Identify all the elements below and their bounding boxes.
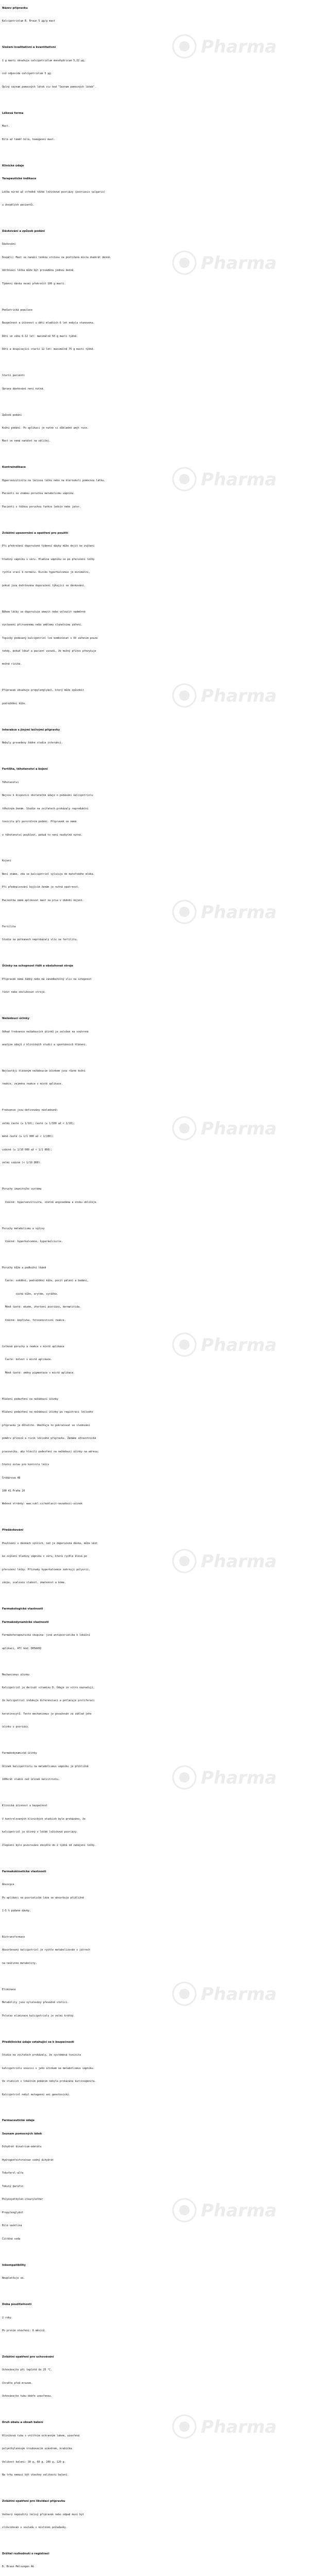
text-line [2, 907, 307, 920]
text-line: V kontrolovaných klinických studiích bylo prokázáno, že [2, 1817, 85, 1821]
text-line [2, 448, 307, 461]
text-line: účinku u psoriázy. [2, 1725, 29, 1729]
text-line: Zlepšení bylo pozorováno obvykle do 2 týdnů od zahájení léčby. [2, 1843, 96, 1847]
text-line: Odhad frekvence nežádoucích účinků je založen na souhrnné [2, 1030, 89, 1033]
text-line: Starší pacienti [2, 374, 25, 378]
text-line: Nejsou k dispozici dostatečné údaje o podávání kalcipotriolu [2, 794, 93, 798]
section-heading: Držitel rozhodnutí o registraci [2, 2552, 49, 2555]
text-line: Týdenní dávka nesmí překročit 100 g masti. [2, 282, 66, 285]
text-line [2, 1655, 307, 1668]
text-line: Způsob podání [2, 413, 22, 417]
text-line: Po prvním otevření: 6 měsíců. [2, 2329, 46, 2332]
section-heading: Zvláštní opatření pro uchovávání [2, 2355, 54, 2359]
text-line: Pacientka nemá aplikovat mast na prsa v období kojení. [2, 899, 84, 902]
text-line [2, 2337, 307, 2350]
text-line: pokud jsou dodržována doporučení týkající se dávkování. [2, 584, 85, 587]
text-line: Kožní podání. Po aplikaci je nutné si důkladně umýt ruce. [2, 427, 89, 430]
svg-text:Pharma: Pharma [201, 2417, 277, 2437]
text-line: Časté: svědění, podráždění kůže, pocit pálení a bodání, [2, 1279, 89, 1283]
text-line [2, 1170, 307, 1183]
text-line: Méně časté: ekzém, zhoršení psoriázy, dermatitida. [2, 1306, 81, 1309]
section-heading: Farmakodynamické vlastnosti [2, 1620, 49, 1624]
text-line: Absorpce [2, 1883, 14, 1887]
text-line: Uchovávejte při teplotě do 25 °C. [2, 2368, 53, 2372]
section-heading: Klinické údaje [2, 164, 24, 167]
text-line: Celkové poruchy a reakce v místě aplikace [2, 1345, 64, 1348]
svg-text:Pharma: Pharma [201, 1118, 277, 1139]
text-line: pracovníky, aby hlásili podezření na nežádoucí účinky na adresu: [2, 1450, 99, 1453]
text-line: těhotným ženám. Studie na zvířatech prokázaly reprodukční [2, 807, 89, 810]
text-line: Děti ve věku 6-12 let: maximálně 50 g masti týdně. [2, 334, 78, 338]
section-heading: Doba použitelnosti [2, 2303, 32, 2307]
text-line: Hlášení podezření na nežádoucí účinky po registraci léčivého [2, 1411, 93, 1414]
text-line: Farmakoterapeutická skupina: jiná antipsoriatika k lokální [2, 1634, 90, 1637]
text-line [2, 514, 307, 527]
text-line: Děti a dospívající starší 12 let: maximálně 75 g masti týdně. [2, 348, 95, 351]
text-line: tehdy, pokud lékař a pacient usoudí, že možný přínos převyšuje [2, 649, 96, 653]
text-line: že kalcipotriol indukuje diferenciaci a potlačuje proliferaci [2, 1699, 95, 1703]
text-line: Tekutý parafin [2, 2184, 24, 2188]
text-line: Poločas eliminace kalcipotriolu je velmi krátký. [2, 2014, 75, 2018]
section-heading: Předávkování [2, 1529, 24, 1532]
section-heading: Inkompatibility [2, 2263, 26, 2267]
text-line: řídit nebo obsluhovat stroje. [2, 991, 46, 994]
text-line [2, 1787, 307, 1800]
text-line: Eliminace [2, 1988, 16, 1991]
text-line: Přípravek nemá žádný nebo má zanedbatelný vliv na schopnost [2, 977, 92, 981]
section-heading: Seznam pomocných látek [2, 2132, 42, 2136]
text-line [2, 1590, 307, 1603]
text-line: Biotransformace [2, 1935, 25, 1939]
text-line [2, 947, 307, 960]
text-line [2, 2102, 307, 2114]
text-line [2, 94, 307, 107]
text-line: Přípravek obsahuje propylenglykol, který může způsobit [2, 689, 84, 692]
text-line: Čištěná voda [2, 2237, 21, 2241]
text-line: Úprava dávkování není nutná. [2, 387, 45, 391]
text-line [2, 396, 307, 409]
text-line [2, 146, 307, 159]
text-line: Poruchy kůže a podkožní tkáně [2, 1266, 46, 1269]
text-line: Vzácné: hyperkalcemie, hyperkalciurie. [2, 1240, 63, 1244]
section-heading: Druh obalu a obsah balení [2, 2421, 43, 2425]
svg-text:Pharma: Pharma [201, 1335, 277, 1355]
text-line: Po aplikaci na psoriatické léze se absorbuje přibližně [2, 1896, 84, 1900]
text-line: Používání v dávkách vyšších, než je doporučená dávka, může vést [2, 1541, 98, 1545]
text-line [2, 2403, 307, 2416]
text-line: Topicky podávaný kalcipotriol lze kombinovat s UV zářením pouze [2, 636, 98, 640]
section-heading: Název přípravku [2, 7, 28, 10]
section-heading: Kontraindikace [2, 466, 26, 469]
text-line [2, 1209, 307, 1222]
text-line [2, 357, 307, 369]
text-line: Udržovací léčba může být prováděna jednou denně. [2, 269, 75, 273]
text-line: suchá kůže, erytém, vyrážka. [2, 1292, 58, 1296]
text-line: Vzácné: kopřivka, fotosenzitivní reakce. [2, 1318, 66, 1322]
text-line [2, 710, 307, 723]
text-line: Dospělí: Mast se nanáší tenkou vrstvou na postižená místa dvakrát denně. [2, 256, 111, 259]
text-line: B. Braun Melsungen AG [2, 2565, 34, 2569]
text-line: Hliníková tuba s vnitřním ochranným lakem, uzavřená [2, 2434, 80, 2437]
text-line: méně časté (≥ 1/1 000 až < 1/100); [2, 1135, 54, 1139]
text-line: Frekvence jsou definovány následovně: [2, 1109, 58, 1112]
text-line: velmi vzácné (< 1/10 000). [2, 1161, 42, 1165]
text-line: Bílá až téměř bílá, homogenní mast. [2, 138, 56, 141]
text-line [2, 1970, 307, 1983]
text-line: Během léčby se doporučuje omezit nebo vyloučit nadměrné [2, 610, 85, 614]
text-line: podráždění kůže. [2, 702, 27, 705]
text-line [2, 671, 307, 684]
text-line: velmi časté (≥ 1/10); časté (≥ 1/100 až < 1/10); [2, 1122, 75, 1125]
text-line [2, 28, 307, 41]
text-line: přípravku je důležité. Umožňuje to pokračovat ve sledování [2, 1423, 90, 1427]
svg-text:Pharma: Pharma [201, 2200, 277, 2221]
text-line: Není známo, zda se kalcipotriol vylučuje do mateřského mléka. [2, 872, 95, 876]
text-line: Webové stránky: www.sukl.cz/nahlasit-nezadouci-ucinek [2, 1502, 83, 1506]
text-line: v těhotenství používat, pokud to není nezbytně nutné. [2, 833, 83, 837]
text-line [2, 1249, 307, 1262]
text-line: Farmakodynamické účinky [2, 1752, 37, 1755]
text-line: Úplný seznam pomocných látek viz bod "Seznam pomocných látek". [2, 85, 96, 89]
text-line: ke zvýšení hladiny vápníku v séru, která rychle klesá po [2, 1555, 87, 1558]
svg-text:Pharma: Pharma [201, 469, 277, 490]
text-line: Mast se nemá nanášet na obličej. [2, 439, 51, 443]
text-line: kalcipotriolu souvisí s jeho účinkem na metabolismus vápníku. [2, 2066, 95, 2070]
text-line: Těhotenství [2, 781, 19, 784]
section-heading: Interakce s jinými léčivými přípravky [2, 728, 60, 732]
text-line: Mechanismus účinku [2, 1673, 29, 1676]
text-line [2, 592, 307, 605]
text-line [2, 1052, 307, 1065]
text-line [2, 2534, 307, 2547]
text-line: 100 41 Praha 10 [2, 1489, 25, 1493]
text-line: Studie na potkanech neprokázaly vliv na fertilitu. [2, 938, 78, 942]
text-line: 2 roky. [2, 2316, 13, 2319]
text-line [2, 212, 307, 225]
text-line [2, 1327, 307, 1340]
text-line: přerušení léčby. Příznaky hyperkalcemie zahrnují polyurii, [2, 1568, 90, 1571]
text-line: u dospělých pacientů. [2, 204, 34, 207]
svg-text:Pharma: Pharma [201, 37, 277, 57]
section-heading: Předklinické údaje vztahující se k bezpečnosti [2, 2040, 74, 2044]
section-heading: Farmaceutické údaje [2, 2119, 35, 2123]
section-heading: Nežádoucí účinky [2, 1017, 30, 1021]
section-heading: Účinky na schopnost řídit a obsluhovat stroje [2, 964, 74, 968]
text-line: Neuplatňuje se. [2, 2277, 25, 2280]
text-line: Propylenglykol [2, 2211, 24, 2214]
text-line: 100krát slabší než účinek kalcitriolu. [2, 1778, 60, 1782]
svg-text:Pharma: Pharma [201, 1768, 277, 1788]
text-line: Pacienti s těžkou poruchou funkce ledvin nebo jater. [2, 505, 81, 509]
text-line: Časté: bolest v místě aplikace. [2, 1358, 53, 1362]
text-line [2, 1918, 307, 1930]
text-line [2, 291, 307, 303]
text-line: Kalcipotriol nebyl mutagenní ani genotoxický. [2, 2093, 71, 2096]
section-heading: Zvláštní upozornění a opatření pro použití [2, 531, 68, 535]
text-line: Metabolity jsou vylučovány převážně stolicí. [2, 2001, 69, 2005]
section-heading: Dávkování a způsob podání [2, 229, 45, 233]
text-line: Hydrogenfosforečnan sodný dihydrát [2, 2158, 54, 2162]
text-line [2, 999, 307, 1012]
text-line [2, 2574, 307, 2576]
text-line: keratinocytů. Tento mechanismus je považován za základ jeho [2, 1712, 92, 1716]
text-line: Dávkování [2, 243, 16, 246]
text-line: Pacienti se známou poruchou metabolismu vápníku. [2, 492, 75, 496]
text-line: Nejčastěji hlášeným nežádoucím účinkem jsou různé kožní [2, 1069, 85, 1073]
text-line: Při překročení doporučené týdenní dávky může dojít ke zvýšení [2, 545, 95, 548]
text-line: Státní ústav pro kontrolu léčiv [2, 1463, 49, 1467]
text-line: Uchovávejte tubu dobře uzavřenou. [2, 2395, 53, 2398]
text-line: Ve studiích s lokálním podáním nebyla prokázána karcinogenita. [2, 2080, 96, 2083]
text-line: Bílá vazelína [2, 2224, 22, 2228]
section-heading: Fertilita, těhotenství a kojení [2, 768, 48, 771]
text-line: Mast. [2, 125, 10, 128]
svg-text:Pharma: Pharma [201, 1984, 277, 2005]
section-heading: Farmakologické vlastnosti [2, 1607, 43, 1611]
text-line: Dihydrát dinatrium-edetátu [2, 2145, 42, 2149]
text-line: hladiny vápníku v séru. Hladina vápníku se po přerušení léčby [2, 557, 95, 561]
text-line: Hypersenzitivita na léčivou látku nebo na kteroukoli pomocnou látku. [2, 479, 106, 482]
text-line: Poruchy metabolismu a výživy [2, 1227, 45, 1230]
text-line [2, 1380, 307, 1393]
text-line: 1-5 % podané dávky. [2, 1909, 31, 1912]
text-line: na neúčinné metabolity. [2, 1961, 37, 1965]
text-line: Bezpečnost a účinnost u dětí mladších 6 let nebyla stanovena. [2, 321, 95, 325]
text-line: Léčba mírné až středně těžké ložiskové psoriázy (psoriasis vulgaris) [2, 190, 106, 194]
text-line: Na trhu nemusí být všechny velikosti balení. [2, 2473, 69, 2477]
text-line: Tokoferol-alfa [2, 2172, 24, 2175]
text-line [2, 2023, 307, 2036]
section-heading: Terapeutické indikace [2, 177, 37, 181]
text-line: Méně časté: změny pigmentace v místě aplikace. [2, 1371, 75, 1375]
text-line: Polyoxyethylen-stearylether [2, 2198, 43, 2201]
text-line: Kojení [2, 859, 11, 863]
text-line: polyethylenovým šroubovacím uzávěrem, krabička. [2, 2447, 74, 2451]
text-line [2, 2285, 307, 2298]
text-line: analýze údajů z klinických studií a spontánních hlášení. [2, 1043, 87, 1047]
text-line: Kalcipotriolum B. Braun 5 µg/g mast [2, 20, 56, 23]
text-line [2, 2482, 307, 2495]
text-line [2, 1091, 307, 1104]
text-line: Studie na zvířatech prokázaly, že systémová toxicita [2, 2054, 81, 2057]
section-heading: Farmakokinetické vlastnosti [2, 1870, 46, 1873]
text-line: což odpovídá calcipotriolum 5 µg. [2, 72, 53, 76]
text-line: 1 g masti obsahuje calcipotriolum monohydricum 5,22 µg, [2, 59, 85, 62]
text-line: Poruchy imunitního systému [2, 1188, 42, 1191]
text-line: Velikost balení: 30 g, 60 g, 100 g, 120 g. [2, 2460, 66, 2464]
section-heading: Léková forma [2, 111, 24, 115]
svg-text:Pharma: Pharma [201, 1551, 277, 1572]
text-line: kalcipotriol je účinný v léčbě ložiskové psoriázy. [2, 1831, 78, 1834]
text-line [2, 750, 307, 763]
text-line [2, 1511, 307, 1524]
text-line: rychle vrací k normálu. Riziko hyperkalcemie je minimální, [2, 571, 90, 574]
text-line [2, 842, 307, 855]
text-line: reakce, zejména reakce v místě aplikace. [2, 1082, 63, 1086]
text-line: Při předepisování kojícím ženám je nutná opatrnost. [2, 886, 80, 889]
text-line: vzácné (≥ 1/10 000 až < 1/1 000); [2, 1148, 53, 1151]
text-line [2, 1734, 307, 1747]
text-line: Hlášení podezření na nežádoucí účinky [2, 1397, 58, 1401]
text-line: možná rizika. [2, 663, 22, 666]
text-line: Účinek kalcipotriolu na metabolismus vápníku je přibližně [2, 1765, 89, 1768]
text-line: Kalcipotriol je derivát vitaminu D. Údaje in vitro naznačují, [2, 1686, 95, 1689]
text-line: Nebyly provedeny žádné studie interakcí. [2, 741, 63, 745]
text-line: Klinická účinnost a bezpečnost [2, 1804, 48, 1808]
text-line: Vzácné: hypersenzitivita, včetně angioedému a otoku obličeje. [2, 1200, 98, 1204]
text-line: vystavení přirozenému nebo umělému slunečnímu záření. [2, 623, 83, 627]
svg-text:Pharma: Pharma [201, 253, 277, 274]
text-line: Fertilita [2, 925, 16, 928]
text-line: toxicitu při perorálním podání. Přípravek se nemá [2, 820, 77, 824]
document-body [2, 2, 307, 2576]
text-line: aplikaci, ATC kód: D05AX02 [2, 1647, 42, 1650]
text-line: Veškerý nepoužitý léčivý přípravek nebo odpad musí být [2, 2513, 84, 2516]
text-line: zlikvidován v souladu s místními požadavky. [2, 2526, 67, 2529]
text-line: Absorbovaný kalcipotriol je rychle metabolizován v játrech [2, 1948, 90, 1952]
section-heading: Složení kvalitativní a kvantitativní [2, 46, 56, 49]
text-line: Chraňte před mrazem. [2, 2381, 32, 2385]
text-line: poměru přínosů a rizik léčivého přípravku. Žádáme zdravotnické [2, 1437, 96, 1440]
svg-text:Pharma: Pharma [201, 686, 277, 706]
text-line [2, 2246, 307, 2259]
text-line: zácpu, svalovou slabost, zmatenost a kóma. [2, 1581, 66, 1585]
text-line: Pediatrická populace [2, 308, 32, 312]
text-line [2, 1852, 307, 1865]
section-heading: Zvláštní opatření pro likvidaci přípravku [2, 2500, 65, 2503]
text-line: Šrobárova 48 [2, 1476, 21, 1480]
svg-text:Pharma: Pharma [201, 902, 277, 923]
